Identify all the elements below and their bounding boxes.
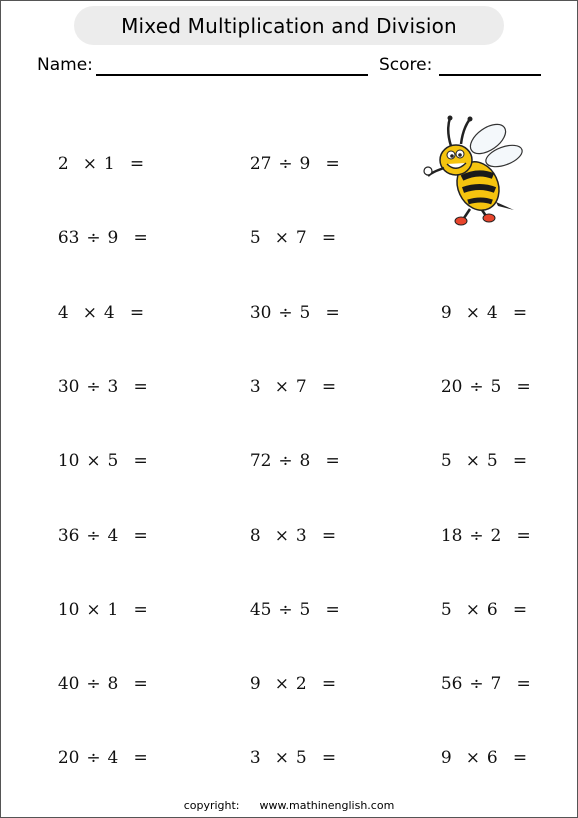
copyright-label: copyright: [183, 799, 240, 812]
operator: × [274, 674, 289, 694]
equals-sign: = [325, 451, 340, 471]
equals-sign: = [133, 228, 148, 248]
operator: × [86, 451, 101, 471]
problem-20 [47, 651, 148, 694]
problem-13 [430, 428, 528, 471]
problem-4 [239, 205, 337, 248]
operand-b: 9 [107, 228, 119, 248]
operand-b: 5 [299, 600, 311, 620]
operand-a: 72 [249, 451, 272, 471]
operand-b: 7 [295, 228, 307, 248]
problem-22 [430, 651, 531, 694]
equals-sign: = [321, 526, 337, 546]
problem-8 [47, 354, 148, 397]
score-label: Score: [379, 55, 433, 75]
equals-sign: = [133, 451, 148, 471]
equals-sign: = [516, 377, 531, 397]
problem-17 [47, 577, 148, 620]
operand-a: 10 [57, 600, 80, 620]
operator: × [274, 748, 289, 768]
operand-b: 2 [295, 674, 307, 694]
operator: ÷ [469, 377, 484, 397]
operator: ÷ [86, 526, 101, 546]
operator: ÷ [86, 377, 101, 397]
equals-sign: = [512, 600, 528, 620]
equals-sign: = [512, 303, 528, 323]
operator: ÷ [469, 674, 484, 694]
operand-b: 7 [295, 377, 307, 397]
operand-a: 30 [249, 303, 272, 323]
operand-a: 9 [440, 748, 452, 768]
equals-sign: = [321, 674, 337, 694]
problem-10 [430, 354, 531, 397]
operand-a: 2 [57, 154, 69, 174]
operand-b: 7 [490, 674, 502, 694]
operand-a: 20 [57, 748, 80, 768]
operand-b: 5 [486, 451, 498, 471]
operand-b: 9 [299, 154, 311, 174]
operand-a: 5 [440, 451, 452, 471]
worksheet-title: Mixed Multiplication and Division [121, 13, 457, 38]
operand-b: 4 [107, 526, 119, 546]
operand-a: 3 [249, 377, 261, 397]
problem-21 [239, 651, 337, 694]
footer [0, 799, 578, 812]
equals-sign: = [325, 600, 340, 620]
equals-sign: = [516, 526, 531, 546]
problem-18 [239, 577, 340, 620]
equals-sign: = [321, 377, 337, 397]
operand-b: 5 [299, 303, 311, 323]
operator: × [82, 303, 97, 323]
operator: × [465, 303, 480, 323]
problem-14 [47, 503, 148, 546]
equals-sign: = [512, 451, 528, 471]
operand-b: 3 [107, 377, 119, 397]
problem-2 [239, 131, 340, 174]
problem-6 [239, 280, 340, 323]
operator: ÷ [278, 303, 293, 323]
operator: × [465, 748, 480, 768]
operand-a: 5 [249, 228, 261, 248]
equals-sign: = [512, 748, 528, 768]
problem-23 [47, 725, 148, 768]
operand-a: 56 [440, 674, 463, 694]
operator: × [86, 600, 101, 620]
operand-a: 4 [57, 303, 69, 323]
operand-b: 1 [107, 600, 119, 620]
equals-sign: = [133, 674, 148, 694]
operand-b: 8 [107, 674, 119, 694]
operator: ÷ [469, 526, 484, 546]
operand-a: 18 [440, 526, 463, 546]
equals-sign: = [321, 228, 337, 248]
operator: ÷ [86, 674, 101, 694]
equals-sign: = [129, 154, 145, 174]
operand-a: 27 [249, 154, 272, 174]
site-link[interactable]: www.mathinenglish.com [259, 799, 395, 812]
operand-a: 30 [57, 377, 80, 397]
operand-b: 4 [103, 303, 115, 323]
title-banner [74, 6, 504, 45]
operand-b: 3 [295, 526, 307, 546]
problem-11 [47, 428, 148, 471]
operator: × [82, 154, 97, 174]
operator: ÷ [278, 154, 293, 174]
operator: ÷ [278, 600, 293, 620]
problem-24 [239, 725, 337, 768]
operand-b: 6 [486, 748, 498, 768]
problem-9 [239, 354, 337, 397]
operand-a: 9 [440, 303, 452, 323]
operand-b: 5 [490, 377, 502, 397]
equals-sign: = [325, 303, 340, 323]
operator: ÷ [86, 228, 101, 248]
equals-sign: = [325, 154, 340, 174]
bee-cartoon-icon [418, 114, 528, 232]
operand-a: 45 [249, 600, 272, 620]
operand-a: 36 [57, 526, 80, 546]
problem-12 [239, 428, 340, 471]
operand-b: 4 [107, 748, 119, 768]
problem-5 [47, 280, 145, 323]
problem-16 [430, 503, 531, 546]
equals-sign: = [321, 748, 337, 768]
score-field[interactable] [439, 74, 541, 76]
operand-a: 9 [249, 674, 261, 694]
operand-a: 3 [249, 748, 261, 768]
operator: × [274, 228, 289, 248]
operand-b: 4 [486, 303, 498, 323]
operand-b: 6 [486, 600, 498, 620]
operator: ÷ [278, 451, 293, 471]
operand-a: 8 [249, 526, 261, 546]
equals-sign: = [133, 748, 148, 768]
operand-a: 20 [440, 377, 463, 397]
operand-b: 1 [103, 154, 115, 174]
problem-1 [47, 131, 145, 174]
name-label: Name: [37, 55, 93, 75]
problem-19 [430, 577, 528, 620]
operand-b: 5 [107, 451, 119, 471]
equals-sign: = [129, 303, 145, 323]
operator: ÷ [86, 748, 101, 768]
operator: × [274, 377, 289, 397]
problem-15 [239, 503, 337, 546]
problem-25 [430, 725, 528, 768]
operator: × [465, 600, 480, 620]
operand-b: 2 [490, 526, 502, 546]
problem-7 [430, 280, 528, 323]
operand-a: 10 [57, 451, 80, 471]
operand-a: 5 [440, 600, 452, 620]
equals-sign: = [133, 600, 148, 620]
operand-a: 40 [57, 674, 80, 694]
operand-b: 5 [295, 748, 307, 768]
operand-a: 63 [57, 228, 80, 248]
equals-sign: = [133, 526, 148, 546]
equals-sign: = [133, 377, 148, 397]
operand-b: 8 [299, 451, 311, 471]
operator: × [465, 451, 480, 471]
problem-3 [47, 205, 148, 248]
operator: × [274, 526, 289, 546]
name-field[interactable] [96, 74, 368, 76]
equals-sign: = [516, 674, 531, 694]
